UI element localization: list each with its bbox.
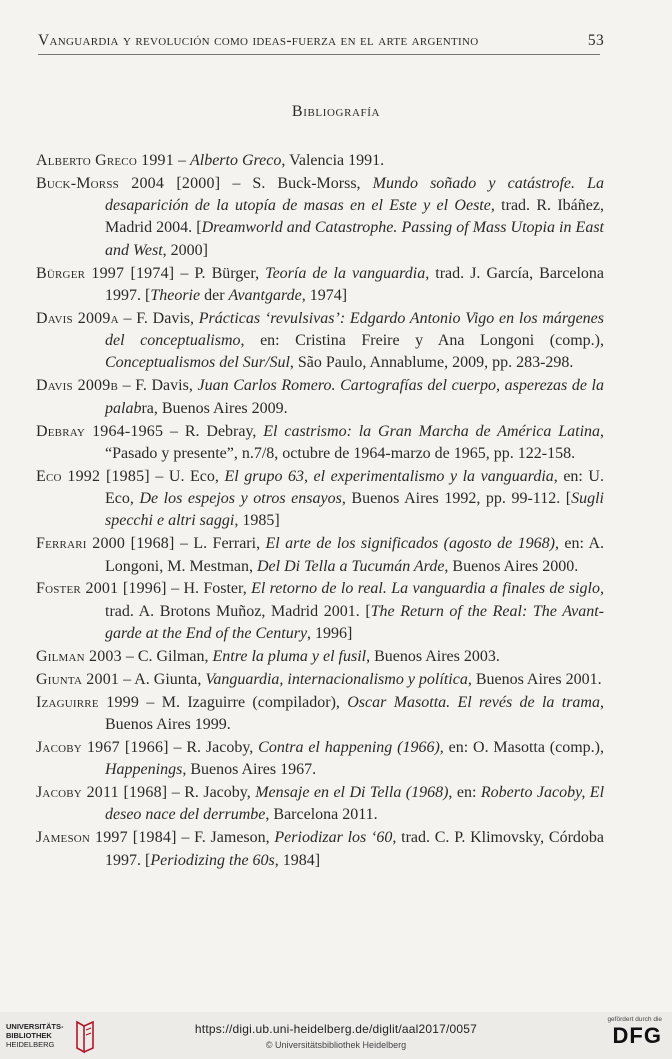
entry-text: ra, Buenos Aires 2009. bbox=[141, 399, 288, 417]
entry-title: Theorie bbox=[150, 286, 201, 304]
entry-title: Periodizar los ‘60, bbox=[274, 829, 397, 847]
entry-citation-key: Ferrari 2000 [1968] bbox=[36, 535, 175, 553]
entry-text: , “Pasado y presente”, n.7/8, octubre de 1964-marzo de 1965, pp. 122-158. bbox=[105, 422, 605, 462]
entry-text: – M. Izaguirre (compilador), bbox=[139, 693, 348, 711]
entry-text: – R. Debray, bbox=[163, 422, 264, 440]
entry-text: trad. J. García, Barcelona 1997. [ bbox=[105, 264, 604, 304]
digitization-footer bbox=[0, 1012, 672, 1059]
entry-text: , trad. R. Ibáñez, Madrid 2004. [ bbox=[105, 197, 604, 237]
entry-citation-key: Bürger 1997 [1974] bbox=[36, 264, 175, 282]
entry-text: , São Paulo, Annablume, 2009, pp. 283-298. bbox=[289, 354, 574, 372]
entry-citation-key: Jacoby 2011 [1968] bbox=[36, 784, 168, 802]
entry-citation-key: Jameson 1997 [1984] bbox=[36, 829, 177, 847]
entry-text: , Buenos Aires 1992, pp. 99-112. [ bbox=[341, 490, 572, 508]
entry-text: en: A. Longoni, M. Mestman, bbox=[105, 535, 605, 575]
entry-text: , Barcelona 2011. bbox=[265, 806, 378, 824]
entry-text: – R. Jacoby, bbox=[167, 784, 256, 802]
entry-text: – S. Buck-Morss, bbox=[220, 174, 373, 192]
entry-text: – F. Davis, bbox=[117, 377, 198, 395]
entry-citation-key: Davis 2009a bbox=[36, 309, 119, 327]
entry-title: Entre la pluma y el fusil bbox=[212, 647, 367, 665]
library-name: UNIVERSITÄTS-BIBLIOTHEK bbox=[6, 1022, 64, 1040]
entry-citation-key: Debray 1964-1965 bbox=[36, 422, 164, 440]
entry-title: Happenings bbox=[105, 761, 183, 779]
entry-title: El arte de los significados (agosto de 1968), bbox=[265, 535, 559, 553]
entry-text: – U. Eco, bbox=[149, 467, 225, 485]
bibliography-entry bbox=[36, 782, 604, 827]
copyright-notice: © Universitätsbibliothek Heidelberg bbox=[265, 1040, 407, 1050]
entry-citation-key: Izaguirre 1999 bbox=[36, 693, 140, 711]
entry-title: El castrismo: la Gran Marcha de América Latina bbox=[263, 422, 601, 440]
entry-text: – F. Davis, bbox=[118, 309, 199, 327]
entry-title: Teoría de la vanguardia, bbox=[265, 264, 430, 282]
entry-text: trad. A. Brotons Muñoz, Madrid 2001. [ bbox=[105, 602, 371, 620]
entry-text: , Buenos Aires 2000. bbox=[444, 557, 579, 575]
entry-text: trad. C. P. Klimovsky, Córdoba 1997. [ bbox=[105, 829, 605, 869]
bibliography-entry bbox=[36, 263, 604, 308]
bibliography-entry bbox=[36, 466, 604, 533]
bibliography-entry bbox=[36, 308, 604, 375]
entry-title: Avantgarde bbox=[228, 286, 302, 304]
entry-title: Periodizing the 60s bbox=[150, 851, 275, 869]
entry-title: Juan Carlos Romero. Cartografías del cuerpo, asperezas de la palab bbox=[105, 377, 604, 417]
bibliography-entry bbox=[36, 669, 604, 691]
entry-title: Del Di Tella a Tucumán Arde bbox=[257, 557, 445, 575]
entry-citation-key: Davis 2009b bbox=[36, 377, 118, 395]
entry-text: – P. Bürger, bbox=[174, 264, 266, 282]
entry-citation-key: Giunta 2001 bbox=[36, 670, 120, 688]
entry-text: 1985] bbox=[238, 512, 280, 530]
entry-text: – A. Giunta, bbox=[119, 670, 206, 688]
entry-title: Dreamworld and Catastrophe. Passing of Mass Utopia in East and West bbox=[105, 219, 604, 259]
entry-title: Oscar Masotta. El revés de la trama bbox=[347, 693, 600, 711]
entry-citation-key: Buck-Morss 2004 [2000] bbox=[36, 174, 221, 192]
entry-title: Conceptualismos del Sur/Sul bbox=[105, 354, 290, 372]
entry-text: , 1984] bbox=[274, 851, 321, 869]
entry-text: en: bbox=[452, 784, 481, 802]
entry-text: , en: Cristina Freire y Ana Longoni (comp.), bbox=[240, 332, 605, 350]
dfg-wordmark: DFG bbox=[612, 1023, 662, 1048]
entry-text: – C. Gilman, bbox=[121, 647, 213, 665]
source-url-link[interactable]: https://digi.ub.uni-heidelberg.de/diglit/aal2017/0057 bbox=[194, 1022, 478, 1036]
entry-citation-key: Alberto Greco 1991 bbox=[36, 152, 174, 169]
entry-text: – H. Foster, bbox=[166, 580, 252, 598]
bibliography-entry bbox=[36, 827, 604, 872]
running-title: Vanguardia y revolución como ideas-fuerza en el arte argentino bbox=[38, 32, 479, 49]
dfg-logo[interactable] bbox=[600, 1016, 662, 1056]
entry-title: The Return of the Real: The Avant-garde at the End of the Century bbox=[105, 602, 604, 642]
bibliography-entry bbox=[36, 533, 604, 578]
entry-text: , 1996] bbox=[307, 624, 353, 642]
library-city: HEIDELBERG bbox=[6, 1040, 55, 1049]
bibliography-entry bbox=[36, 646, 604, 668]
entry-title: Mundo soñado y catástrofe. La desaparición de la utopía de masas en el Este y el Oeste bbox=[105, 174, 605, 215]
bibliography-entry bbox=[36, 173, 604, 262]
entry-title: El retorno de lo real. La vanguardia a finales de siglo, bbox=[251, 580, 604, 598]
running-header bbox=[38, 32, 604, 55]
entry-text: , Buenos Aires 1999. bbox=[105, 693, 604, 733]
entry-citation-key: Eco 1992 [1985] bbox=[36, 467, 150, 485]
entry-title: Mensaje en el Di Tella (1968), bbox=[255, 784, 453, 802]
entry-text: , Buenos Aires 2003. bbox=[366, 647, 500, 665]
entry-text: – bbox=[173, 152, 190, 169]
entry-text: – L. Ferrari, bbox=[174, 535, 266, 553]
entry-text: , 1974] bbox=[301, 286, 348, 304]
entry-text: en: O. Masotta (comp.), bbox=[443, 738, 605, 756]
entry-text: , en: U. Eco, bbox=[105, 467, 604, 508]
entry-title: Sugli specchi e altri saggi, bbox=[105, 490, 604, 530]
bibliography-entry bbox=[36, 150, 604, 172]
bibliography-list bbox=[36, 150, 604, 872]
entry-title: El grupo 63, el experimentalismo y la vanguardia bbox=[224, 467, 554, 485]
bibliography-entry bbox=[36, 375, 604, 420]
entry-title: Contra el happening (1966), bbox=[258, 738, 444, 756]
entry-title: Prácticas ‘revulsivas’: Edgardo Antonio Vigo en los márgenes del conceptualismo bbox=[105, 309, 604, 350]
bibliography-entry bbox=[36, 578, 604, 645]
entry-title: Alberto Greco bbox=[189, 152, 282, 169]
entry-title: De los espejos y otros ensayos bbox=[139, 490, 342, 508]
entry-citation-key: Jacoby 1967 [1966] bbox=[36, 738, 169, 756]
bibliography-entry bbox=[36, 421, 604, 466]
entry-text: , 2000] bbox=[162, 241, 208, 259]
entry-citation-key: Foster 2001 [1996] bbox=[36, 580, 167, 598]
funding-note: gefördert durch die bbox=[607, 1016, 662, 1023]
entry-title: Vanguardia, internacionalismo y política bbox=[205, 670, 468, 688]
section-title: Bibliografía bbox=[291, 103, 381, 120]
entry-text: – R. Jacoby, bbox=[168, 738, 259, 756]
entry-text: – F. Jameson, bbox=[176, 829, 275, 847]
bibliography-entry bbox=[36, 692, 604, 737]
entry-text: , Buenos Aires 2001. bbox=[467, 670, 602, 688]
entry-text: , Valencia 1991. bbox=[281, 152, 385, 169]
entry-citation-key: Gilman 2003 bbox=[36, 647, 122, 665]
page-number: 53 bbox=[587, 32, 604, 49]
entry-text: der bbox=[200, 286, 229, 304]
bibliography-entry bbox=[36, 737, 604, 782]
entry-title: Roberto Jacoby, El deseo nace del derrumbe bbox=[105, 784, 605, 824]
entry-text: , Buenos Aires 1967. bbox=[182, 761, 317, 779]
